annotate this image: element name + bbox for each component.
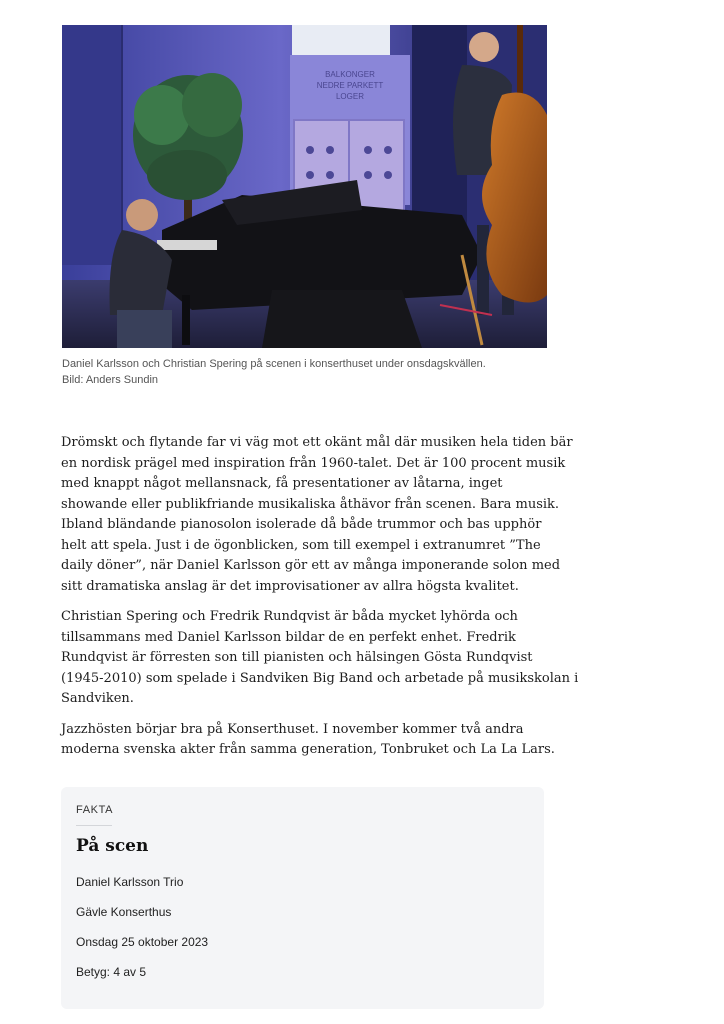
fact-box-label: FAKTA	[76, 804, 114, 816]
caption-text: Daniel Karlsson och Christian Spering på scenen i konserthuset under onsdagskvällen.	[62, 358, 486, 370]
fact-box-title: På scen	[76, 836, 149, 856]
body-line: Rundqvist är förresten son till pianisten och hälsingen Gösta Rundqvist	[61, 650, 533, 665]
body-line: showande eller publikfriande musikaliska åthävor från scenen. Bara musik.	[61, 496, 560, 512]
article-body	[61, 433, 579, 771]
fact-box-divider	[76, 825, 112, 826]
body-line: Drömskt och flytande far vi väg mot ett okänt mål där musiken hela tiden bär	[61, 435, 573, 450]
photo-caption	[62, 356, 562, 388]
body-line: Ibland bländande pianosolon isolerade då både trummor och bas upphör	[61, 517, 542, 532]
body-line: Sandviken.	[61, 691, 134, 706]
fact-item-rating: Betyg: 4 av 5	[76, 965, 147, 979]
body-line: moderna svenska akter från samma generation, Tonbruket och La La Lars.	[61, 742, 555, 757]
body-paragraph-2	[61, 607, 579, 710]
body-line: daily döner”, när Daniel Karlsson gör ett av många imponerande solon med	[61, 558, 561, 573]
body-line: med knappt något mellansnack, få presentationer av låtarna, inget	[61, 476, 503, 491]
concert-photo-illustration	[62, 25, 547, 348]
body-paragraph-3	[61, 720, 561, 761]
body-line: en nordisk prägel med inspiration från 1960-talet. Det är 100 procent musik	[61, 455, 566, 471]
body-line: Christian Spering och Fredrik Rundqvist är båda mycket lyhörda och	[61, 609, 518, 624]
fact-item-venue: Gävle Konserthus	[76, 905, 172, 919]
body-line: Jazzhösten börjar bra på Konserthuset. I november kommer två andra	[61, 721, 524, 737]
fact-item-date: Onsdag 25 oktober 2023	[76, 935, 209, 949]
stage-sign-line-3: LOGER	[335, 92, 365, 101]
body-paragraph-1	[61, 433, 573, 597]
fact-box	[61, 787, 544, 1009]
body-line: helt att spela. Just i de ögonblicken, som till exempel i extranumret ”The	[61, 537, 541, 553]
stage-sign-line-1: BALKONGER	[325, 70, 375, 79]
fact-item-artist: Daniel Karlsson Trio	[76, 875, 184, 889]
body-line: (1945-2010) som spelade i Sandviken Big Band och arbetade på musikskolan i	[61, 670, 579, 686]
body-line: sitt dramatiska anslag är det improvisationer av allra högsta kvalitet.	[61, 578, 519, 594]
photo-credit: Bild: Anders Sundin	[62, 374, 159, 386]
stage-sign-line-2: NEDRE PARKETT	[316, 81, 384, 90]
body-line: tillsammans med Daniel Karlsson bildar de en perfekt enhet. Fredrik	[61, 629, 516, 645]
article-photo	[62, 25, 547, 348]
